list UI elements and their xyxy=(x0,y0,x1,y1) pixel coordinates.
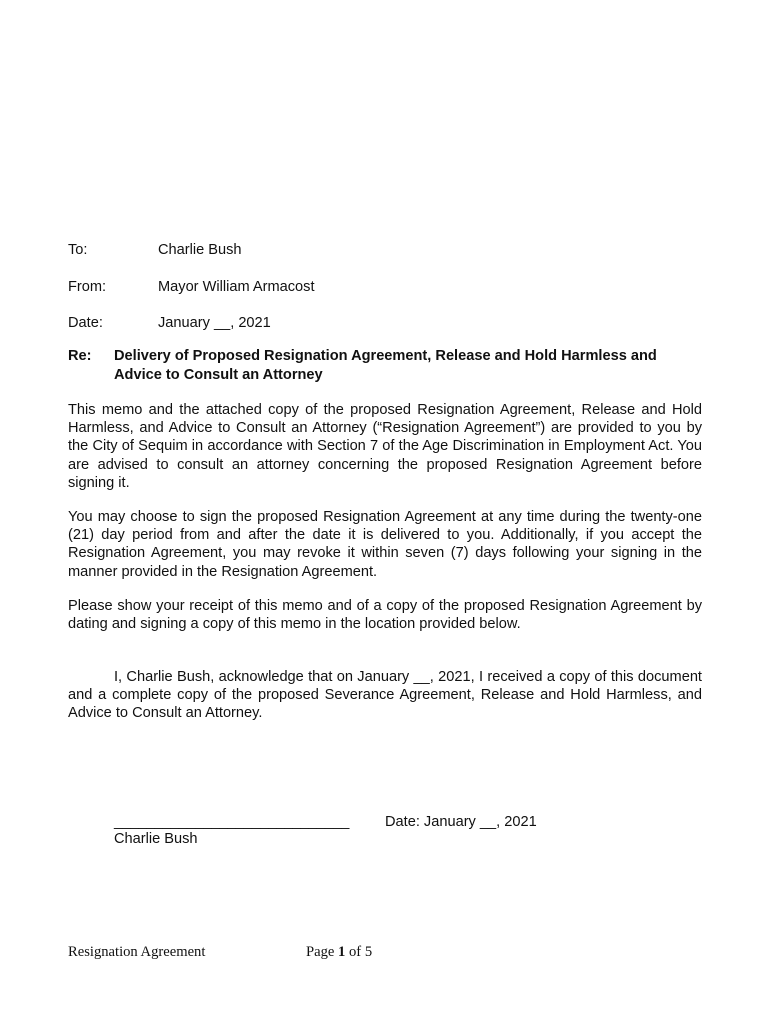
memo-date-label: Date: xyxy=(68,315,103,331)
memo-to-row xyxy=(68,240,708,260)
body-paragraph-2: You may choose to sign the proposed Resignation Agreement at any time during the twenty-one (21) day period from and after the date it is delivered to you. Additionally, if you accept the Resignation Agreement, you may revoke it within seven (7) days following your signing in the manner provided in the Resignation Agreement. xyxy=(68,509,702,580)
memo-date-value: January __, 2021 xyxy=(158,315,271,331)
footer-page-total: 5 xyxy=(364,944,373,960)
memo-to-value: Charlie Bush xyxy=(158,242,242,258)
footer-page-current: 1 xyxy=(338,944,346,960)
footer-page-of: of xyxy=(348,944,362,960)
signature-name: Charlie Bush xyxy=(114,831,198,847)
signature-date: Date: January __, 2021 xyxy=(385,814,537,830)
memo-from-row xyxy=(68,277,708,297)
footer-document-title: Resignation Agreement xyxy=(68,944,206,960)
signature-line: _____________________________ xyxy=(114,814,350,830)
footer-page-number xyxy=(306,942,372,962)
memo-subject-text: Delivery of Proposed Resignation Agreement, Release and Hold Harmless and Advice to Consult an Attorney xyxy=(114,348,657,383)
body-paragraph-3: Please show your receipt of this memo and of a copy of the proposed Resignation Agreement by dating and signing a copy of this memo in the location provided below. xyxy=(68,598,702,633)
memo-from-value: Mayor William Armacost xyxy=(158,279,315,295)
memo-date-row xyxy=(68,313,708,333)
memo-from-label: From: xyxy=(68,279,107,295)
memo-subject-label: Re: xyxy=(68,348,92,364)
footer-page-word: Page xyxy=(306,944,335,960)
acknowledgment-paragraph: I, Charlie Bush, acknowledge that on January __, 2021, I received a copy of this document and a complete copy of the proposed Severance Agreement, Release and Hold Harmless, and Advice to Consult an Attorney. xyxy=(68,669,702,722)
body-paragraph-1: This memo and the attached copy of the proposed Resignation Agreement, Release and Hold Harmless, and Advice to Consult an Attorney (“Resignation Agreement”) are provided to you by the City of Sequim in accordance with Section 7 of the Age Discrimination in Employment Act. You are advised to consult an attorney concerning the proposed Resignation Agreement before signing it. xyxy=(68,402,702,491)
memo-to-label: To: xyxy=(68,242,88,258)
